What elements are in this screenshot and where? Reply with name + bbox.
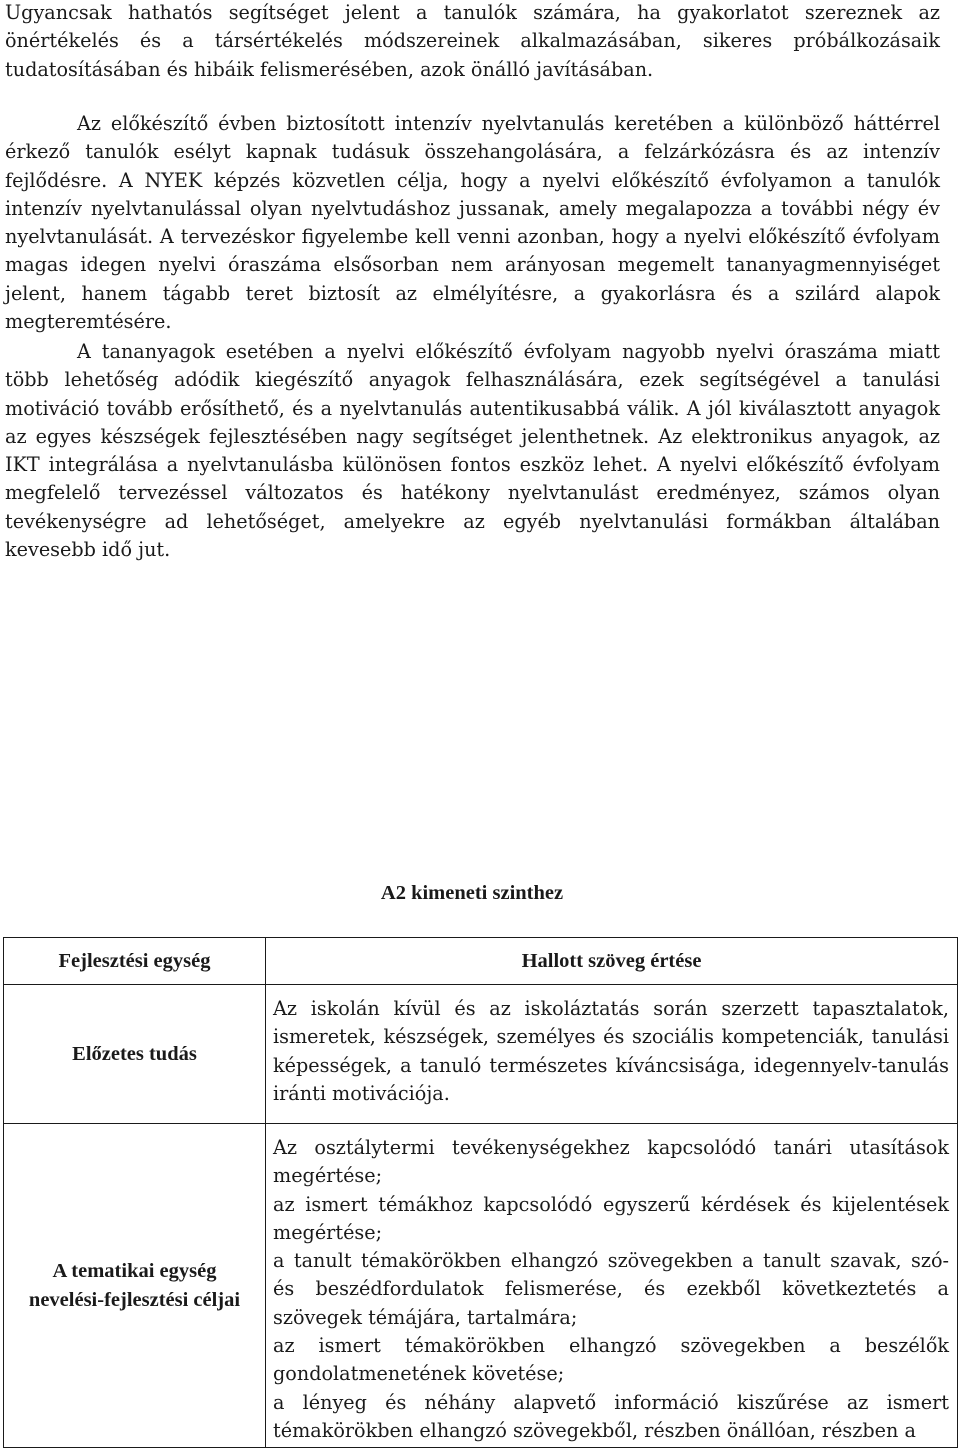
section-heading: A2 kimeneti szinthez [380,882,564,904]
goal-item: az ismert témákhoz kapcsolódó egyszerű kérdések és kijelentések megértése; [273,1192,949,1244]
goals-list [266,1124,958,1448]
unit-label: Fejlesztési egység [4,938,266,985]
table-row-prior-knowledge [4,985,958,1124]
paragraph-intensive-learning: Az előkészítő évben biztosított intenzív nyelvtanulás keretében a különböző háttérrel érkező tanulók esélyt kapnak tudásuk összehangolására, a felzárkózásra és az intenzív fejlődésre. A NYEK képzés közvetlen célja, hogy a nyelvi előkészítő évfolyamon a tanulók intenzív nyelvtanulással olyan nyelvtudáshoz jussanak, amely megalapozza a további négy év nyelvtanulását. A tervezéskor figyelembe kell venni azonban, hogy a nyelvi előkészítő évfolyam magas idegen nyelvi óraszáma elsősorban nem arányosan megemelt tananyagmennyiséget jelent, hanem tágabb teret biztosít az elmélyítésre, a gyakorlásra és a szilárd alapok megteremtésére. [5,112,940,334]
goal-item: az ismert témakörökben elhangzó szövegekben a beszélők gondolatmenetének követése; [273,1334,949,1386]
goal-item: Az osztálytermi tevékenységekhez kapcsolódó tanári utasítások megértése; [273,1136,949,1188]
goals-label: A tematikai egység nevelési-fejlesztési céljai [4,1124,266,1448]
goal-item: a lényeg és néhány alapvető információ kiszűrése az ismert témakörökben elhangzó szövegekből, részben önállóan, részben a [273,1390,949,1442]
table-row-goals [4,1124,958,1448]
development-goals-table [3,937,958,1448]
table-row-unit [4,938,958,985]
paragraph-self-assessment: Ugyancsak hathatós segítséget jelent a tanulók számára, ha gyakorlatot szereznek az önértékelés és a társértékelés módszereinek alkalmazásában, sikeres próbálkozásaik tudatosításában és hibáik felismerésében, azok önálló javításában. [5,1,940,81]
goal-item: a tanult témakörökben elhangzó szövegekben a tanult szavak, szó- és beszédfordulatok felismerése, és ezekből következtetés a szövegek témájára, tartalmára; [273,1249,949,1329]
prior-knowledge-value: Az iskolán kívül és az iskoláztatás során szerzett tapasztalatok, ismeretek, készségek, személyes és szociális kompetenciák, tanulási képességek, a tanuló természetes kíváncsisága, idegennyelv-tanulás iránti motivációja. [266,985,958,1124]
prior-knowledge-label: Előzetes tudás [4,985,266,1124]
unit-value: Hallott szöveg értése [266,938,958,985]
paragraph-teaching-materials: A tananyagok esetében a nyelvi előkészítő évfolyam nagyobb nyelvi óraszáma miatt több lehetőség adódik kiegészítő anyagok felhasználására, ezek segítségével a tanulási motiváció tovább erősíthető, és a nyelvtanulás autentikusabbá válik. A jól kiválasztott anyagok az egyes készségek fejlesztésében nagy segítséget jelenthetnek. Az elektronikus anyagok, az IKT integrálása a nyelvtanulásba különösen fontos eszköz lehet. A nyelvi előkészítő évfolyam megfelelő tervezéssel változatos és hatékony nyelvtanulást eredményez, számos olyan tevékenységre ad lehetőséget, amelyekre az egyéb nyelvtanulási formákban általában kevesebb idő jut. [5,340,940,562]
